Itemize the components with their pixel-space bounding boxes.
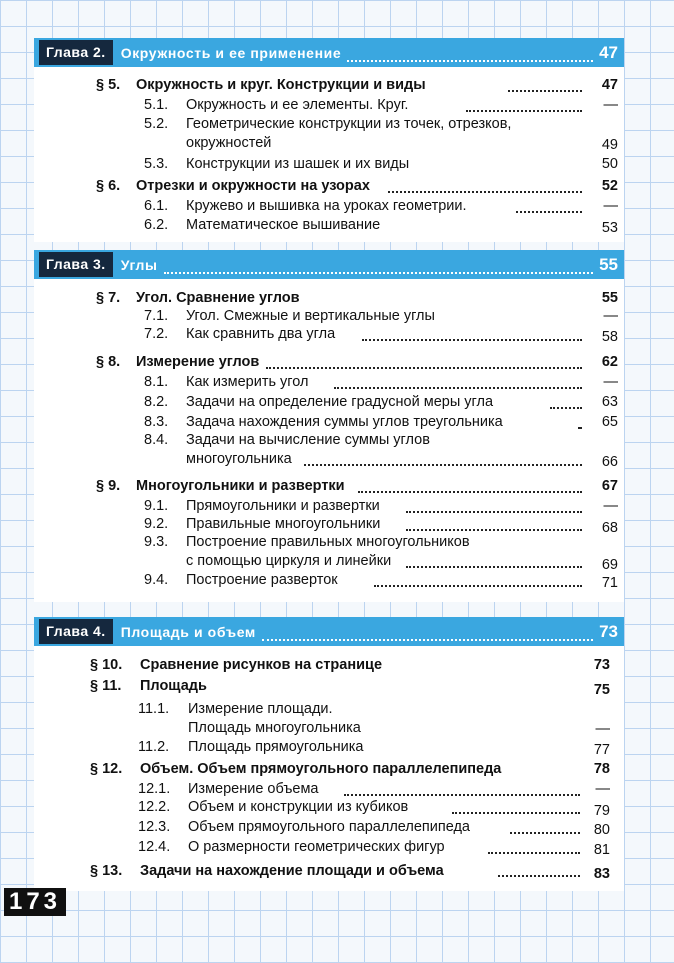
subsection-number: 9.2. [144,516,169,532]
chapter-title: Окружность и ее применение [120,44,342,61]
subsection-number: 7.2. [144,326,169,342]
toc-subsection-12-4[interactable] [138,839,610,859]
toc-subsection-8-3[interactable] [144,414,618,432]
toc-section-5[interactable] [96,77,618,95]
subsection-title: Объем прямоугольного параллелепипеда [188,819,470,835]
subsection-number: 8.1. [144,374,169,390]
toc-subsection-6-2[interactable] [144,217,618,237]
page-ref: — [603,97,618,113]
toc-section-6[interactable] [96,178,618,196]
leader-dots [262,629,593,641]
section-title: Отрезки и окружности на узорах [136,178,370,194]
subsection-title: Задачи на определение градусной меры угла [186,394,494,410]
leader-dots [578,427,582,429]
subsection-number: 8.3. [144,414,169,430]
chapter-label: Глава 3. [39,252,113,277]
chapter-2-panel [34,38,624,242]
toc-subsection-7-1[interactable] [144,308,618,326]
leader-dots [510,832,580,834]
subsection-number: 8.4. [144,432,169,448]
subsection-title: Как сравнить два угла [186,326,336,342]
page-ref: 69 [601,557,618,573]
leader-dots [466,110,582,112]
toc-subsection-11-1[interactable] [138,701,610,739]
page-ref: 68 [601,520,618,536]
toc-subsection-12-1[interactable] [138,781,610,799]
chapter-label: Глава 2. [39,40,113,65]
subsection-number: 9.3. [144,534,169,550]
leader-dots [406,566,582,568]
chapter-2-header [34,38,624,67]
chapter-page: 55 [599,254,618,274]
chapter-label: Глава 4. [39,619,113,644]
leader-dots [452,812,580,814]
page-ref: 79 [593,803,610,819]
subsection-number: 9.4. [144,572,169,588]
leader-dots [304,464,582,466]
page-ref: 77 [593,742,610,758]
subsection-title-line2: с помощью циркуля и линейки [186,553,392,569]
subsection-title: Математическое вышивание [186,217,381,233]
subsection-number: 9.1. [144,498,169,514]
chapter-page: 47 [599,42,618,62]
section-title: Многоугольники и развертки [136,478,345,494]
subsection-title: Прямоугольники и развертки [186,498,380,514]
subsection-number: 6.2. [144,217,169,233]
toc-subsection-9-4[interactable] [144,572,618,592]
page-ref: 47 [601,77,618,93]
leader-dots [344,794,580,796]
page-ref: 66 [601,454,618,470]
toc-subsection-5-3[interactable] [144,156,618,174]
subsection-number: 7.1. [144,308,169,324]
leader-dots [347,50,593,62]
chapter-4-panel [34,617,624,891]
leader-dots [362,339,582,341]
page-ref: 52 [601,178,618,194]
page-ref: — [603,374,618,390]
leader-dots [516,211,582,213]
page-ref: 71 [601,575,618,591]
leader-dots [488,852,580,854]
toc-subsection-5-2[interactable] [144,116,618,154]
section-number: § 8. [96,354,121,370]
page-ref: — [595,721,610,737]
page-ref: 50 [601,156,618,172]
section-number: § 10. [90,657,123,673]
subsection-title: Объем и конструкции из кубиков [188,799,409,815]
page-number: 173 [4,888,66,916]
subsection-number: 6.1. [144,198,169,214]
subsection-title-line2: Площадь многоугольника [188,720,361,736]
page-ref: 58 [601,329,618,345]
toc-section-8[interactable] [96,354,618,372]
chapter-3-panel [34,250,624,602]
page-ref: 80 [593,822,610,838]
subsection-title: Кружево и вышивка на уроках геометрии. [186,198,467,214]
subsection-title: Окружность и ее элементы. Круг. [186,97,409,113]
subsection-title: О размерности геометрических фигур [188,839,445,855]
toc-subsection-12-2[interactable] [138,799,610,819]
toc-section-13[interactable] [90,863,610,883]
subsection-title: Измерение объема [188,781,319,797]
section-title: Объем. Объем прямоугольного параллелепипеда [140,761,502,777]
subsection-number: 8.2. [144,394,169,410]
page-ref: 73 [593,657,610,673]
subsection-number: 11.2. [138,739,170,755]
section-title: Измерение углов [136,354,260,370]
leader-dots [358,491,582,493]
page-ref: 67 [601,478,618,494]
toc-subsection-9-2[interactable] [144,516,618,536]
leader-dots [266,367,582,369]
leader-dots [508,90,582,92]
page-ref: 62 [601,354,618,370]
subsection-number: 5.3. [144,156,169,172]
section-number: § 7. [96,290,121,306]
section-title: Сравнение рисунков на странице [140,657,383,673]
section-title: Угол. Сравнение углов [136,290,300,306]
page-ref: 55 [601,290,618,306]
toc-subsection-5-1[interactable] [144,97,618,115]
chapter-title: Площадь и объем [120,623,256,640]
subsection-title: Построение разверток [186,572,338,588]
chapter-4-header [34,617,624,646]
subsection-number: 5.2. [144,116,169,132]
toc-subsection-12-3[interactable] [138,819,610,839]
toc-section-10[interactable] [90,657,610,675]
toc-section-11[interactable] [90,678,610,700]
toc-subsection-11-2[interactable] [138,739,610,759]
section-number: § 13. [90,863,123,879]
subsection-number: 12.1. [138,781,171,797]
page-ref: 63 [601,394,618,410]
subsection-title: Задача нахождения суммы углов треугольника [186,414,503,430]
page-ref: 81 [593,842,610,858]
toc-section-9[interactable] [96,478,618,496]
subsection-number: 11.1. [138,701,170,717]
subsection-title: Конструкции из шашек и их виды [186,156,410,172]
page-ref: — [603,198,618,214]
chapter-page: 73 [599,621,618,641]
subsection-title: Задачи на вычисление суммы углов [186,432,430,448]
subsection-title: Как измерить угол [186,374,309,390]
page-ref: 65 [601,414,618,430]
toc-subsection-8-2[interactable] [144,394,618,412]
section-number: § 5. [96,77,121,93]
section-number: § 12. [90,761,123,777]
page-ref: 53 [601,220,618,236]
page-ref: 49 [601,137,618,153]
subsection-title: Угол. Смежные и вертикальные углы [186,308,435,324]
toc-subsection-8-4[interactable] [144,432,618,470]
leader-dots [406,529,582,531]
page-ref: 78 [593,761,610,777]
toc-section-7[interactable] [96,290,618,308]
leader-dots [374,585,582,587]
leader-dots [550,407,582,409]
toc-subsection-8-1[interactable] [144,374,618,392]
leader-dots [498,875,580,877]
chapter-3-header [34,250,624,279]
toc-subsection-7-2[interactable] [144,326,618,346]
subsection-number: 5.1. [144,97,169,113]
section-title: Площадь [140,678,207,694]
subsection-title-line2: многоугольника [186,451,292,467]
page-ref: 75 [593,682,610,698]
page-ref: — [603,498,618,514]
section-number: § 11. [90,678,122,694]
subsection-title-line2: окружностей [186,135,272,151]
section-number: § 6. [96,178,121,194]
subsection-title: Построение правильных многоугольников [186,534,470,550]
toc-subsection-9-1[interactable] [144,498,618,516]
page-ref: — [603,308,618,324]
toc-subsection-6-1[interactable] [144,198,618,216]
leader-dots [164,262,593,274]
subsection-title: Измерение площади. [188,701,333,717]
chapter-title: Углы [120,256,158,273]
page-ref: 83 [593,866,610,882]
leader-dots [388,191,582,193]
subsection-number: 12.3. [138,819,171,835]
page-ref: — [595,781,610,797]
toc-section-12[interactable] [90,761,610,779]
section-title: Задачи на нахождение площади и объема [140,863,444,879]
section-title: Окружность и круг. Конструкции и виды [136,77,426,93]
leader-dots [334,387,582,389]
leader-dots [406,511,582,513]
subsection-number: 12.4. [138,839,171,855]
subsection-title: Правильные многоугольники [186,516,381,532]
subsection-title: Площадь прямоугольника [188,739,364,755]
subsection-number: 12.2. [138,799,171,815]
section-number: § 9. [96,478,121,494]
subsection-title: Геометрические конструкции из точек, отрезков, [186,116,512,132]
toc-subsection-9-3[interactable] [144,534,618,572]
